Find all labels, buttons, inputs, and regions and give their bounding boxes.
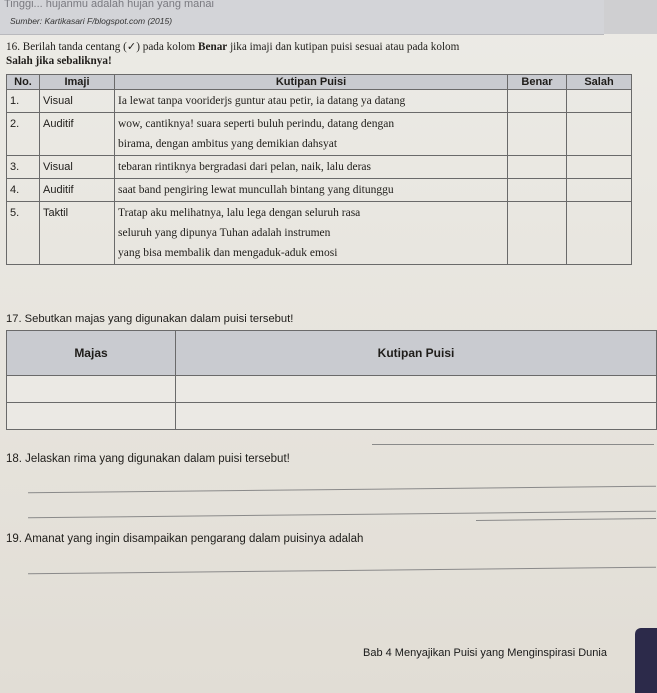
q18-answer-line[interactable]: [28, 486, 656, 494]
row-kutipan: [115, 179, 508, 202]
row-kutipan: [115, 113, 508, 156]
source-banner: [0, 0, 604, 35]
header-imaji: Imaji: [40, 75, 115, 90]
imaji-table: [6, 74, 632, 265]
benar-checkbox-cell[interactable]: [508, 156, 567, 179]
salah-checkbox-cell[interactable]: [567, 156, 632, 179]
kutipan-line: Tratap aku melihatnya, lalu lega dengan seluruh rasa: [118, 207, 361, 219]
benar-checkbox-cell[interactable]: [508, 202, 567, 265]
kutipan-line: Ia lewat tanpa vooriderjs guntur atau petir, ia datang ya datang: [118, 95, 406, 107]
imaji-table-header: [7, 75, 632, 90]
table-row: [7, 202, 632, 265]
kutipan-line: wow, cantiknya! suara seperti buluh perindu, datang dengan: [118, 118, 395, 130]
salah-checkbox-cell[interactable]: [567, 90, 632, 113]
majas-table: [6, 330, 657, 430]
previous-poem-line: Tinggi... hujanmu adalah hujan yang manai: [4, 0, 214, 10]
source-citation: Sumber: Kartikasari F/blogspot.com (2015): [10, 16, 173, 26]
table-row: [7, 156, 632, 179]
kutipan-line: yang bisa membalik dan mengaduk-aduk emosi: [118, 247, 338, 259]
q19-answer-line[interactable]: [28, 567, 656, 575]
kutipan-line: tebaran rintiknya bergradasi dari pelan, naik, lalu deras: [118, 161, 372, 173]
q16-number: 16.: [6, 41, 20, 53]
banner-edge: [604, 0, 657, 34]
kutipan-line: seluruh yang dipunya Tuhan adalah instrumen: [118, 227, 331, 239]
q16-instruction-pre: Berilah tanda centang (✓) pada kolom: [22, 41, 196, 53]
row-imaji: Auditif: [40, 113, 115, 156]
header-kutipan: Kutipan Puisi: [115, 75, 508, 90]
table-row: [7, 376, 657, 403]
header-salah: Salah: [567, 75, 632, 90]
page-corner-tab: [635, 628, 657, 693]
kutipan-line: birama, dengan ambitus yang demikian dahsyat: [118, 138, 338, 150]
q17-question: 17. Sebutkan majas yang digunakan dalam puisi tersebut!: [6, 313, 294, 325]
kutipan-answer-cell[interactable]: [176, 403, 657, 430]
q16-instruction-line2: Salah jika sebaliknya!: [6, 55, 112, 67]
row-imaji: Visual: [40, 156, 115, 179]
majas-answer-cell[interactable]: [7, 403, 176, 430]
row-number: 5.: [7, 202, 40, 265]
benar-checkbox-cell[interactable]: [508, 179, 567, 202]
q19-question: 19. Amanat yang ingin disampaikan pengarang dalam puisinya adalah: [6, 533, 364, 545]
row-imaji: Taktil: [40, 202, 115, 265]
row-number: 3.: [7, 156, 40, 179]
table-row: [7, 403, 657, 430]
salah-checkbox-cell[interactable]: [567, 113, 632, 156]
q16-instruction-bold: Benar: [198, 41, 228, 53]
row-imaji: Visual: [40, 90, 115, 113]
salah-checkbox-cell[interactable]: [567, 202, 632, 265]
q16-instruction-post: jika imaji dan kutipan puisi sesuai atau pada kolom: [230, 41, 460, 53]
header-benar: Benar: [508, 75, 567, 90]
header-majas: Majas: [7, 331, 176, 376]
row-number: 4.: [7, 179, 40, 202]
majas-table-header: [7, 331, 657, 376]
q16-instruction: [6, 40, 646, 68]
row-kutipan: [115, 202, 508, 265]
kutipan-answer-cell[interactable]: [176, 376, 657, 403]
q19-answer-line[interactable]: [476, 518, 656, 521]
table-row: [7, 90, 632, 113]
row-number: 2.: [7, 113, 40, 156]
row-kutipan: [115, 90, 508, 113]
salah-checkbox-cell[interactable]: [567, 179, 632, 202]
row-imaji: Auditif: [40, 179, 115, 202]
kutipan-line: saat band pengiring lewat muncullah bintang yang ditunggu: [118, 184, 394, 196]
majas-answer-cell[interactable]: [7, 376, 176, 403]
header-no: No.: [7, 75, 40, 90]
table-row: [7, 179, 632, 202]
q18-answer-line[interactable]: [28, 511, 656, 519]
header-kutipan-puisi: Kutipan Puisi: [176, 331, 657, 376]
answer-line: [372, 444, 654, 445]
benar-checkbox-cell[interactable]: [508, 113, 567, 156]
row-number: 1.: [7, 90, 40, 113]
chapter-footer: Bab 4 Menyajikan Puisi yang Menginspirasi Dunia: [363, 647, 607, 659]
table-row: [7, 113, 632, 156]
benar-checkbox-cell[interactable]: [508, 90, 567, 113]
row-kutipan: [115, 156, 508, 179]
q18-question: 18. Jelaskan rima yang digunakan dalam puisi tersebut!: [6, 453, 290, 465]
